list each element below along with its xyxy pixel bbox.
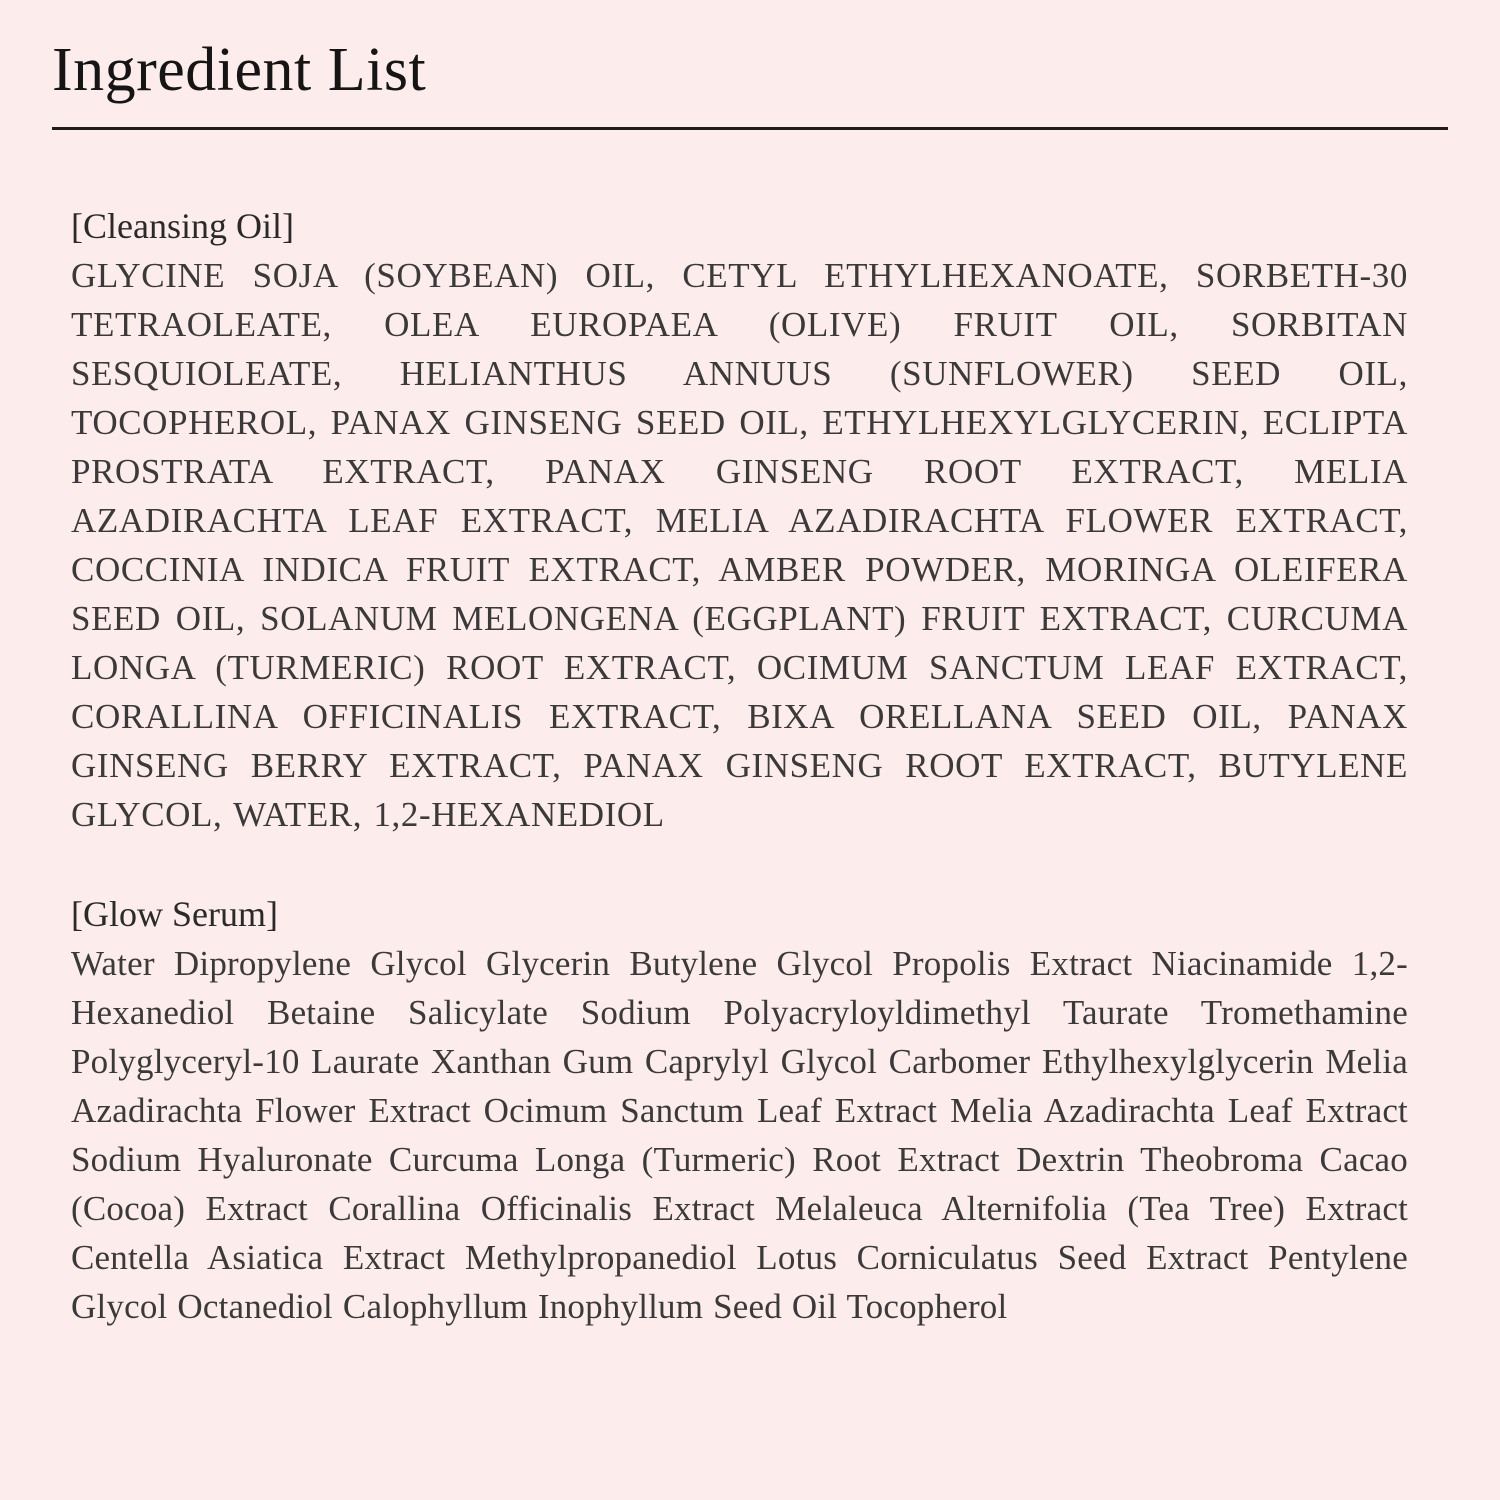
cleansing-oil-ingredients: GLYCINE SOJA (SOYBEAN) OIL, CETYL ETHYLHEXANOATE, SORBETH-30 TETRAOLEATE, OLEA EUROPAEA (OLIVE) FRUIT OIL, SORBITAN SESQUIOLEATE, HELIANTHUS ANNUUS (SUNFLOWER) SEED OIL, TOCOPHEROL, PANAX GINSENG SEED OIL, ETHYLHEXYLGLYCERIN, ECLIPTA PROSTRATA EXTRACT, PANAX GINSENG ROOT EXTRACT, MELIA AZADIRACHTA LEAF EXTRACT, MELIA AZADIRACHTA FLOWER EXTRACT, COCCINIA INDICA FRUIT EXTRACT, AMBER POWDER, MORINGA OLEIFERA SEED OIL, SOLANUM MELONGENA (EGGPLANT) FRUIT EXTRACT, CURCUMA LONGA (TURMERIC) ROOT EXTRACT, OCIMUM SANCTUM LEAF EXTRACT, CORALLINA OFFICINALIS EXTRACT, BIXA ORELLANA SEED OIL, PANAX GINSENG BERRY EXTRACT, PANAX GINSENG ROOT EXTRACT, BUTYLENE GLYCOL, WATER, 1,2-HEXANEDIOL [71,256,1408,834]
title-divider [52,127,1448,130]
cleansing-oil-heading: [Cleansing Oil] [71,206,294,246]
page-title: Ingredient List [52,36,427,104]
glow-serum-ingredients: Water Dipropylene Glycol Glycerin Butylene Glycol Propolis Extract Niacinamide 1,2-Hexanediol Betaine Salicylate Sodium Polyacryloyldimethyl Taurate Tromethamine Polyglyceryl-10 Laurate Xanthan Gum Caprylyl Glycol Carbomer Ethylhexylglycerin Melia Azadirachta Flower Extract Ocimum Sanctum Leaf Extract Melia Azadirachta Leaf Extract Sodium Hyaluronate Curcuma Longa (Turmeric) Root Extract Dextrin Theobroma Cacao (Cocoa) Extract Corallina Officinalis Extract Melaleuca Alternifolia (Tea Tree) Extract Centella Asiatica Extract Methylpropanediol Lotus Corniculatus Seed Extract Pentylene Glycol Octanediol Calophyllum Inophyllum Seed Oil Tocopherol [71,944,1408,1326]
cleansing-oil-section [71,202,1408,839]
glow-serum-heading: [Glow Serum] [71,894,278,934]
glow-serum-section [71,890,1408,1331]
